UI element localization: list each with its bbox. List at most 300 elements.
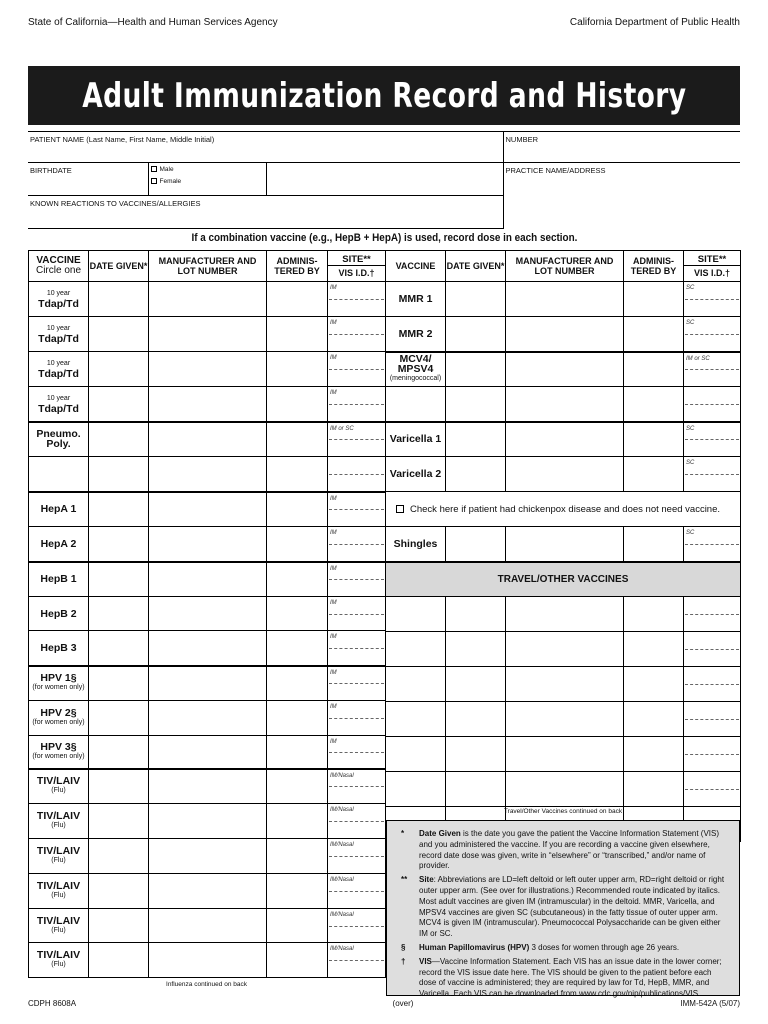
- route-hint: IM: [330, 355, 337, 361]
- site-vis-cell[interactable]: [684, 632, 741, 667]
- site-right-label: SITE**: [684, 253, 740, 266]
- administered-by-cell[interactable]: [267, 387, 328, 422]
- site-vis-cell[interactable]: [684, 772, 741, 807]
- male-checkbox[interactable]: [151, 166, 157, 172]
- site-divider: [685, 649, 739, 650]
- site-vis-cell[interactable]: [328, 839, 386, 874]
- route-hint: IM/Nasal: [330, 772, 354, 779]
- administered-by-cell[interactable]: [624, 772, 684, 807]
- manufacturer-lot-cell[interactable]: [506, 737, 624, 772]
- form-title-bar: [28, 66, 740, 125]
- left-vaccine-name-cell[interactable]: [29, 527, 89, 562]
- footnote: [397, 943, 731, 954]
- site-vis-cell[interactable]: [684, 737, 741, 772]
- vaccine-name: HPV 1§: [40, 672, 77, 685]
- site-vis-cell[interactable]: [684, 457, 741, 492]
- administered-by-cell[interactable]: [624, 597, 684, 632]
- site-vis-cell[interactable]: [328, 527, 386, 562]
- date-given-cell[interactable]: [89, 666, 149, 701]
- footnote-text: —Vaccine Information Statement. Each VIS has an issue date in the lower corner; record the VIS issue date here. The VIS should be given to the patient before each dose of vaccine is administered; they are required by law for Td, HepB, MMR, and Varicella. Each VIS can be downloaded from www.cdc.gov/nip/publications/VIS.: [419, 956, 722, 999]
- vaccine-name: Varicella 2: [389, 468, 442, 480]
- route-hint: SC: [686, 320, 695, 326]
- administered-by-cell[interactable]: [624, 667, 684, 702]
- route-hint: SC: [686, 425, 695, 432]
- route-hint: IM: [330, 530, 337, 536]
- site-vis-cell[interactable]: [328, 769, 386, 804]
- chickenpox-checkbox[interactable]: [396, 505, 404, 513]
- vaccine-name: Varicella 1: [389, 433, 442, 446]
- site-divider: [685, 719, 739, 720]
- site-vis-cell[interactable]: [328, 422, 386, 457]
- influenza-continued-note: Influenza continued on back: [166, 981, 247, 988]
- site-divider: [329, 648, 384, 649]
- manufacturer-lot-cell[interactable]: [149, 769, 267, 804]
- reactions-field[interactable]: [28, 196, 503, 229]
- route-hint: IM: [330, 565, 337, 572]
- site-divider: [329, 718, 384, 719]
- footnote-text: : Abbreviations are LD=left deltoid or left outer upper arm, RD=right deltoid or right outer upper arm. (See over for illustrations.) Recommended route indicated by italics. Most adult vaccines are given IM (intramuscular) in the deltoid. MMR, Varicella, and MPSV4 vaccines are given SC (subcutaneous) in the fatty tissue of outer upper arm. MCV4 is given IM (intramuscular). Pneumococcal Polysaccharide can be given either IM or SC.: [419, 875, 725, 939]
- route-hint: IM: [330, 704, 337, 710]
- travel-vaccine-name-cell[interactable]: [386, 597, 446, 632]
- left-vaccine-name-cell[interactable]: [29, 769, 89, 804]
- vaccine-name: HPV 3§: [40, 740, 77, 753]
- vaccine-row: [386, 317, 741, 352]
- left-vaccine-name-cell[interactable]: [29, 422, 89, 457]
- date-given-cell[interactable]: [89, 562, 149, 597]
- date-given-cell[interactable]: [446, 667, 506, 702]
- administered-by-cell[interactable]: [267, 597, 328, 631]
- administered-by-cell[interactable]: [624, 527, 684, 562]
- manufacturer-lot-cell[interactable]: [149, 701, 267, 736]
- agency-name: State of California—Health and Human Services Agency: [28, 17, 278, 28]
- route-hint: IM or SC: [330, 425, 354, 432]
- manufacturer-lot-cell[interactable]: [506, 282, 624, 317]
- administered-by-cell[interactable]: [267, 631, 328, 666]
- administered-by-cell[interactable]: [624, 352, 684, 387]
- route-hint: IM/Nasal: [330, 842, 354, 848]
- date-given-cell[interactable]: [89, 317, 149, 352]
- vaccine-interval: 10 year: [46, 290, 71, 297]
- patient-name-label: PATIENT NAME (Last Name, First Name, Middle Initial): [30, 135, 215, 144]
- site-vis-right-col-header: [684, 251, 741, 282]
- site-vis-cell[interactable]: [684, 597, 741, 632]
- site-divider: [685, 404, 739, 405]
- vaccine-name: TIV/LAIV: [36, 810, 81, 822]
- date-given-cell[interactable]: [89, 769, 149, 804]
- site-divider: [329, 856, 384, 857]
- vaccine-row: [386, 352, 741, 387]
- site-divider: [329, 299, 384, 300]
- footnote-label: VIS: [419, 956, 432, 966]
- travel-vaccine-row: [386, 772, 741, 807]
- department-name: California Department of Public Health: [569, 17, 740, 28]
- vaccine-right-col-header: VACCINE: [386, 251, 446, 282]
- site-vis-cell[interactable]: [328, 457, 386, 492]
- administered-by-cell[interactable]: [624, 702, 684, 737]
- travel-vaccine-name-cell[interactable]: [386, 702, 446, 737]
- site-vis-cell[interactable]: [328, 909, 386, 943]
- vaccine-name: TIV/LAIV: [36, 949, 81, 961]
- vaccine-name: Tdap/Td: [38, 298, 79, 310]
- vaccine-row: [29, 874, 386, 909]
- date-given-cell[interactable]: [446, 632, 506, 667]
- date-given-cell[interactable]: [89, 701, 149, 736]
- administered-by-cell[interactable]: [267, 839, 328, 874]
- manufacturer-lot-cell[interactable]: [149, 317, 267, 352]
- date-given-cell[interactable]: [89, 943, 149, 978]
- female-checkbox[interactable]: [151, 178, 157, 184]
- female-option[interactable]: [151, 176, 264, 188]
- left-vaccine-name-cell[interactable]: [29, 562, 89, 597]
- right-vaccine-name-cell[interactable]: [386, 457, 446, 492]
- date-given-cell[interactable]: [446, 597, 506, 632]
- date-given-cell[interactable]: [89, 492, 149, 527]
- vaccine-note: (Flu): [51, 961, 66, 968]
- left-vaccine-name-cell[interactable]: [29, 943, 89, 978]
- administered-by-cell[interactable]: [624, 457, 684, 492]
- manufacturer-lot-cell[interactable]: [506, 422, 624, 457]
- site-divider: [329, 786, 384, 787]
- vis-right-label: VIS I.D.†: [693, 267, 730, 278]
- vaccine-row: [29, 387, 386, 422]
- date-given-cell[interactable]: [446, 527, 506, 562]
- site-divider: [329, 891, 384, 892]
- administered-by-cell[interactable]: [267, 562, 328, 597]
- travel-vaccine-name-cell[interactable]: [386, 632, 446, 667]
- date-given-cell[interactable]: [89, 457, 149, 492]
- route-hint: IM/Nasal: [330, 912, 354, 918]
- administered-by-cell[interactable]: [267, 701, 328, 736]
- vaccine-row: [29, 839, 386, 874]
- left-vaccine-name-cell[interactable]: [29, 804, 89, 839]
- manufacturer-lot-cell[interactable]: [506, 772, 624, 807]
- site-vis-cell[interactable]: [684, 282, 741, 317]
- left-vaccine-name-cell[interactable]: [29, 597, 89, 631]
- vaccine-row: [29, 492, 386, 527]
- administered-by-cell[interactable]: [267, 943, 328, 978]
- left-vaccine-name-cell[interactable]: [29, 317, 89, 352]
- travel-vaccine-name-cell[interactable]: [386, 772, 446, 807]
- travel-continued-note: Travel/Other Vaccines continued on back: [503, 808, 623, 815]
- over-label: (over): [392, 999, 414, 1008]
- date-given-cell[interactable]: [89, 874, 149, 909]
- administered-by-cell[interactable]: [267, 666, 328, 701]
- site-vis-cell[interactable]: [328, 597, 386, 631]
- footnote-mark: **: [401, 875, 408, 885]
- vaccine-interval: 10 year: [46, 360, 71, 367]
- date-given-col-header: DATE GIVEN*: [89, 251, 149, 282]
- manufacturer-lot-cell[interactable]: [506, 632, 624, 667]
- date-given-cell[interactable]: [446, 737, 506, 772]
- date-given-cell[interactable]: [446, 772, 506, 807]
- date-given-cell[interactable]: [89, 352, 149, 387]
- left-vaccine-name-cell[interactable]: [29, 282, 89, 317]
- date-given-cell[interactable]: [89, 597, 149, 631]
- route-hint: IM: [330, 634, 337, 640]
- site-divider: [329, 404, 384, 405]
- left-vaccine-name-cell[interactable]: [29, 874, 89, 909]
- manufacturer-lot-cell[interactable]: [149, 736, 267, 769]
- site-vis-cell[interactable]: [684, 702, 741, 737]
- administered-by-cell[interactable]: [624, 317, 684, 352]
- manufacturer-lot-cell[interactable]: [149, 597, 267, 631]
- date-given-cell[interactable]: [446, 282, 506, 317]
- vaccine-row: [29, 804, 386, 839]
- administered-by-cell[interactable]: [624, 632, 684, 667]
- vaccine-name: MMR 1: [398, 293, 433, 305]
- date-given-cell[interactable]: [446, 457, 506, 492]
- administered-by-cell[interactable]: [624, 422, 684, 457]
- route-hint: IM: [330, 390, 337, 396]
- vaccine-note: (Flu): [51, 822, 66, 829]
- route-hint: IM: [330, 320, 337, 326]
- shingles-name-cell[interactable]: [386, 527, 446, 562]
- manufacturer-lot-cell[interactable]: [149, 562, 267, 597]
- left-vaccine-name-cell[interactable]: [29, 736, 89, 769]
- vaccine-row: [29, 597, 386, 631]
- right-vaccine-name-cell[interactable]: [386, 282, 446, 317]
- male-option[interactable]: [151, 164, 264, 176]
- vaccine-name: Pneumo. Poly.: [36, 428, 81, 451]
- site-divider: [685, 474, 739, 475]
- vaccine-note: (Flu): [51, 926, 66, 934]
- vaccine-row: [29, 666, 386, 701]
- number-field[interactable]: [503, 132, 740, 163]
- vaccine-row: [29, 943, 386, 978]
- date-given-cell[interactable]: [446, 702, 506, 737]
- date-given-right-col-header: DATE GIVEN*: [446, 251, 506, 282]
- administered-right-col-header: ADMINIS- TERED BY: [624, 251, 684, 282]
- manufacturer-lot-cell[interactable]: [506, 352, 624, 387]
- administered-by-cell[interactable]: [267, 874, 328, 909]
- manufacturer-lot-cell[interactable]: [149, 492, 267, 527]
- site-vis-cell[interactable]: [328, 352, 386, 387]
- manufacturer-lot-cell[interactable]: [506, 387, 624, 422]
- vaccine-note: (Flu): [51, 787, 66, 795]
- date-given-cell[interactable]: [89, 422, 149, 457]
- manufacturer-lot-cell[interactable]: [506, 457, 624, 492]
- site-vis-cell[interactable]: [684, 317, 741, 352]
- administered-by-cell[interactable]: [267, 492, 328, 527]
- site-divider: [329, 579, 384, 580]
- left-vaccine-name-cell[interactable]: [29, 666, 89, 701]
- birthdate-field[interactable]: [28, 163, 148, 196]
- site-label: SITE**: [328, 253, 385, 266]
- administered-by-cell[interactable]: [267, 282, 328, 317]
- manufacturer-lot-cell[interactable]: [149, 943, 267, 978]
- footnote: [397, 829, 731, 872]
- manufacturer-lot-cell[interactable]: [149, 352, 267, 387]
- left-vaccine-name-cell[interactable]: [29, 701, 89, 736]
- site-vis-cell[interactable]: [684, 422, 741, 457]
- site-vis-cell[interactable]: [328, 736, 386, 769]
- practice-field[interactable]: [503, 163, 740, 229]
- site-vis-cell[interactable]: [684, 527, 741, 562]
- left-vaccine-name-cell[interactable]: [29, 352, 89, 387]
- site-divider: [329, 614, 384, 615]
- date-given-cell[interactable]: [446, 317, 506, 352]
- vaccine-name: HepB 2: [40, 607, 77, 620]
- administered-by-cell[interactable]: [267, 527, 328, 562]
- vaccine-row: [386, 387, 741, 422]
- right-vaccine-name-cell[interactable]: [386, 387, 446, 422]
- left-vaccine-name-cell[interactable]: [29, 839, 89, 874]
- route-hint: IM: [330, 285, 337, 291]
- route-hint: IM/Nasal: [330, 946, 354, 952]
- site-divider: [329, 926, 384, 927]
- travel-vaccine-row: [386, 632, 741, 667]
- manufacturer-lot-cell[interactable]: [506, 702, 624, 737]
- left-vaccine-name-cell[interactable]: [29, 492, 89, 527]
- combination-vaccine-note: If a combination vaccine (e.g., HepB + HepA) is used, record dose in each section.: [191, 232, 577, 244]
- date-given-cell[interactable]: [446, 387, 506, 422]
- manufacturer-lot-cell[interactable]: [506, 667, 624, 702]
- vaccine-row: [29, 701, 386, 736]
- manufacturer-lot-cell[interactable]: [506, 597, 624, 632]
- sex-field: [148, 163, 266, 196]
- administered-by-cell[interactable]: [624, 282, 684, 317]
- site-vis-col-header: [328, 251, 386, 282]
- site-divider: [685, 754, 739, 755]
- manufacturer-lot-cell[interactable]: [149, 631, 267, 666]
- left-vaccine-name-cell[interactable]: [29, 909, 89, 943]
- vaccine-row: [29, 909, 386, 943]
- administered-by-cell[interactable]: [267, 422, 328, 457]
- travel-vaccine-row: [386, 737, 741, 772]
- vaccine-name: TIV/LAIV: [36, 914, 81, 927]
- manufacturer-lot-cell[interactable]: [149, 804, 267, 839]
- date-given-cell[interactable]: [89, 527, 149, 562]
- vaccine-row: [29, 769, 386, 804]
- site-divider: [329, 474, 384, 475]
- site-divider: [329, 821, 384, 822]
- site-divider: [329, 752, 384, 753]
- site-divider: [329, 509, 384, 510]
- vaccine-name: Tdap/Td: [38, 368, 79, 380]
- site-vis-cell[interactable]: [328, 804, 386, 839]
- vaccine-interval: 10 year: [46, 325, 71, 332]
- right-vaccine-name-cell[interactable]: [386, 352, 446, 387]
- administered-by-cell[interactable]: [624, 387, 684, 422]
- manufacturer-lot-cell[interactable]: [149, 457, 267, 492]
- vaccine-row: [29, 422, 386, 457]
- vaccine-note: (for women only): [32, 684, 85, 692]
- vaccine-row: [29, 736, 386, 769]
- date-given-cell[interactable]: [89, 804, 149, 839]
- manufacturer-lot-cell[interactable]: [149, 839, 267, 874]
- site-vis-cell[interactable]: [684, 387, 741, 422]
- manufacturer-lot-cell[interactable]: [149, 527, 267, 562]
- route-hint: IM/Nasal: [330, 807, 354, 813]
- administered-by-cell[interactable]: [267, 769, 328, 804]
- site-vis-cell[interactable]: [328, 943, 386, 978]
- vaccine-note: (for women only): [32, 719, 85, 726]
- travel-vaccine-name-cell[interactable]: [386, 667, 446, 702]
- vaccine-name: Shingles: [393, 537, 438, 550]
- site-vis-cell[interactable]: [328, 317, 386, 352]
- site-vis-cell[interactable]: [328, 631, 386, 666]
- site-vis-cell[interactable]: [328, 282, 386, 317]
- date-given-cell[interactable]: [446, 352, 506, 387]
- travel-vaccine-name-cell[interactable]: [386, 737, 446, 772]
- date-given-cell[interactable]: [446, 422, 506, 457]
- vaccine-col-header: VACCINE Circle one: [29, 251, 89, 282]
- date-given-cell[interactable]: [89, 839, 149, 874]
- footnote-label: Human Papillomavirus (HPV): [419, 942, 530, 952]
- site-divider: [685, 299, 739, 300]
- vaccine-note: (Flu): [51, 892, 66, 899]
- vis-label: VIS I.D.†: [338, 267, 375, 278]
- site-vis-cell[interactable]: [328, 562, 386, 597]
- shingles-row: [386, 527, 741, 562]
- manufacturer-lot-cell[interactable]: [506, 527, 624, 562]
- site-vis-cell[interactable]: [328, 874, 386, 909]
- date-given-cell[interactable]: [89, 736, 149, 769]
- right-vaccine-table: [385, 250, 741, 842]
- right-vaccine-name-cell[interactable]: [386, 422, 446, 457]
- left-vaccine-name-cell[interactable]: [29, 387, 89, 422]
- administered-by-cell[interactable]: [267, 804, 328, 839]
- manufacturer-lot-cell[interactable]: [149, 387, 267, 422]
- footnote-label: Date Given: [419, 829, 461, 838]
- administered-by-cell[interactable]: [267, 352, 328, 387]
- site-vis-cell[interactable]: [328, 666, 386, 701]
- administered-by-cell[interactable]: [267, 457, 328, 492]
- birthdate-extra-field[interactable]: [266, 163, 503, 196]
- manufacturer-lot-cell[interactable]: [149, 666, 267, 701]
- chickenpox-check-cell[interactable]: [386, 492, 741, 527]
- manufacturer-lot-cell[interactable]: [149, 909, 267, 943]
- manufacturer-lot-cell[interactable]: [149, 422, 267, 457]
- site-divider: [685, 334, 739, 335]
- patient-name-field[interactable]: [28, 132, 503, 163]
- date-given-cell[interactable]: [89, 909, 149, 943]
- site-vis-cell[interactable]: [684, 667, 741, 702]
- vaccine-name: MMR 2: [398, 327, 433, 340]
- footnote-mark: †: [401, 956, 406, 966]
- travel-vaccine-row: [386, 597, 741, 632]
- date-given-cell[interactable]: [89, 282, 149, 317]
- left-vaccine-name-cell[interactable]: [29, 631, 89, 666]
- administered-by-cell[interactable]: [267, 317, 328, 352]
- vaccine-name: HPV 2§: [40, 707, 77, 719]
- route-hint: SC: [686, 285, 695, 291]
- administered-by-cell[interactable]: [624, 737, 684, 772]
- site-vis-cell[interactable]: [328, 701, 386, 736]
- administered-by-cell[interactable]: [267, 909, 328, 943]
- site-divider: [329, 960, 384, 961]
- manufacturer-lot-cell[interactable]: [506, 317, 624, 352]
- site-vis-cell[interactable]: [328, 492, 386, 527]
- vaccine-row: [29, 527, 386, 562]
- site-divider: [685, 789, 739, 790]
- vaccine-row: [386, 457, 741, 492]
- vaccine-row: [386, 282, 741, 317]
- date-given-cell[interactable]: [89, 631, 149, 666]
- date-given-cell[interactable]: [89, 387, 149, 422]
- left-vaccine-name-cell[interactable]: [29, 457, 89, 492]
- site-vis-cell[interactable]: [684, 352, 741, 387]
- form-id: CDPH 8608A: [28, 999, 77, 1008]
- vaccine-name: TIV/LAIV: [36, 880, 81, 892]
- administered-by-cell[interactable]: [267, 736, 328, 769]
- right-vaccine-name-cell[interactable]: [386, 317, 446, 352]
- manufacturer-lot-cell[interactable]: [149, 874, 267, 909]
- footnote-label: Site: [419, 875, 434, 885]
- manufacturer-lot-cell[interactable]: [149, 282, 267, 317]
- site-divider: [685, 614, 739, 615]
- site-vis-cell[interactable]: [328, 387, 386, 422]
